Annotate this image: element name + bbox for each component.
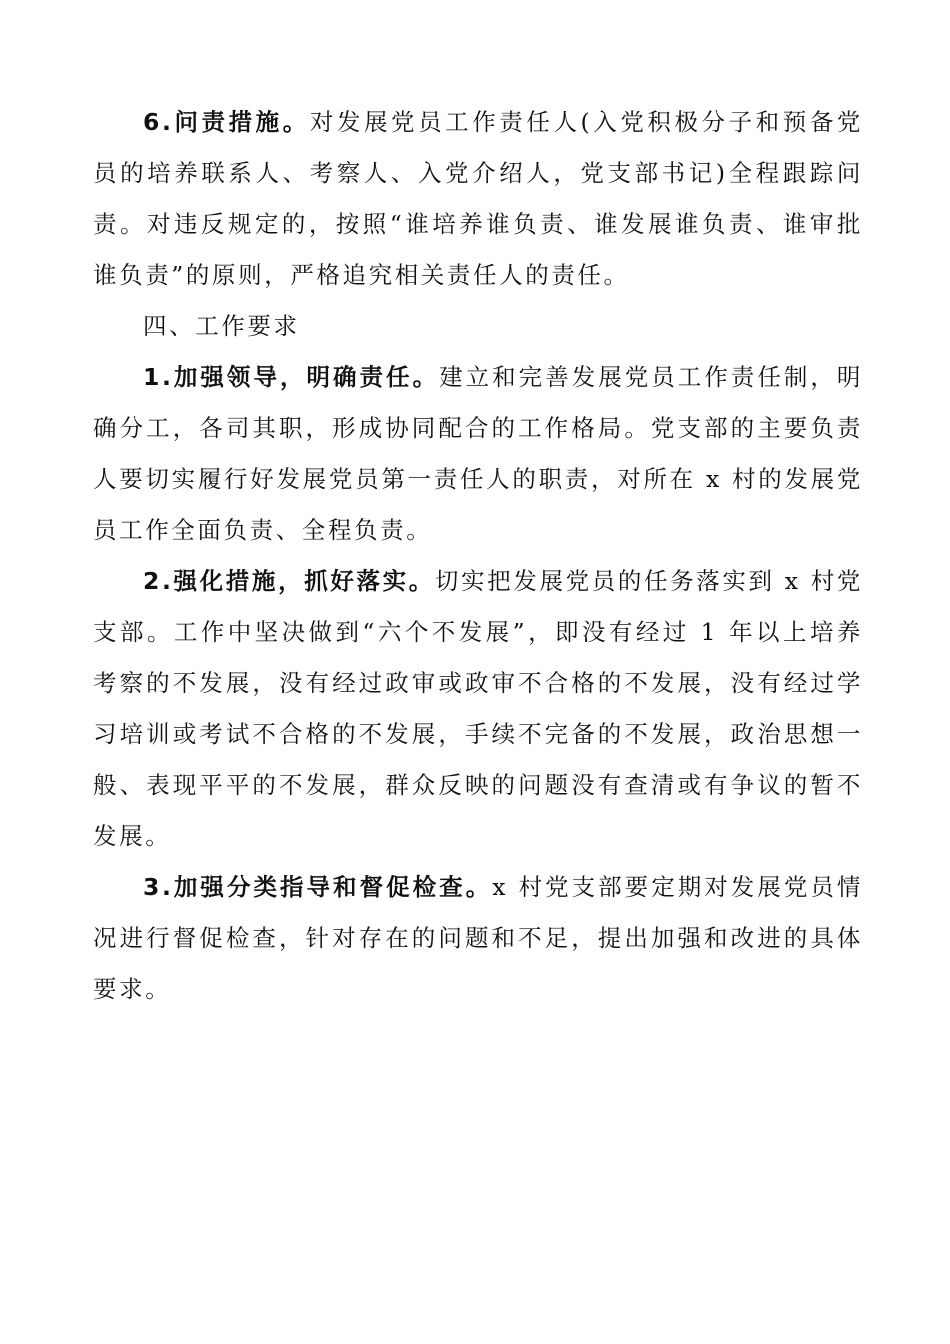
- paragraph-accountability: [93, 97, 863, 301]
- text-accountability: 对发展党员工作责任人(入党积极分子和预备党员的培养联系人、考察人、入党介绍人，党支部书记)全程跟踪问责。对违反规定的，按照“谁培养谁负责、谁发展谁负责、谁审批谁负责”的原则，严格追究相关责任人的责任。: [93, 108, 863, 289]
- paragraph-implementation: [93, 556, 863, 862]
- text-supervision: x 村党支部要定期对发展党员情况进行督促检查，针对存在的问题和不足，提出加强和改进的具体要求。: [93, 873, 863, 1003]
- heading-supervision: 3.加强分类指导和督促检查。: [143, 873, 493, 901]
- heading-leadership: 1.加强领导，明确责任。: [143, 363, 440, 391]
- paragraph-supervision: [93, 862, 863, 1015]
- text-implementation: 切实把发展党员的任务落实到 x 村党支部。工作中坚决做到“六个不发展”，即没有经过 1 年以上培养考察的不发展，没有经过政审或政审不合格的不发展，没有经过学习培训或考试不合格的不发展，手续不完备的不发展，政治思想一般、表现平平的不发展，群众反映的问题没有查清或有争议的暂不发展。: [93, 567, 864, 850]
- section-title-work-requirements: [93, 301, 863, 352]
- heading-implementation: 2.强化措施，抓好落实。: [143, 567, 435, 595]
- paragraph-leadership: [93, 352, 863, 556]
- section-title-text: 四、工作要求: [143, 312, 300, 340]
- text-leadership: 建立和完善发展党员工作责任制，明确分工，各司其职，形成协同配合的工作格局。党支部的主要负责人要切实履行好发展党员第一责任人的职责，对所在 x 村的发展党员工作全面负责、全程负责。: [93, 363, 863, 544]
- document-body: [93, 97, 863, 1015]
- heading-accountability: 6.问责措施。: [143, 108, 310, 136]
